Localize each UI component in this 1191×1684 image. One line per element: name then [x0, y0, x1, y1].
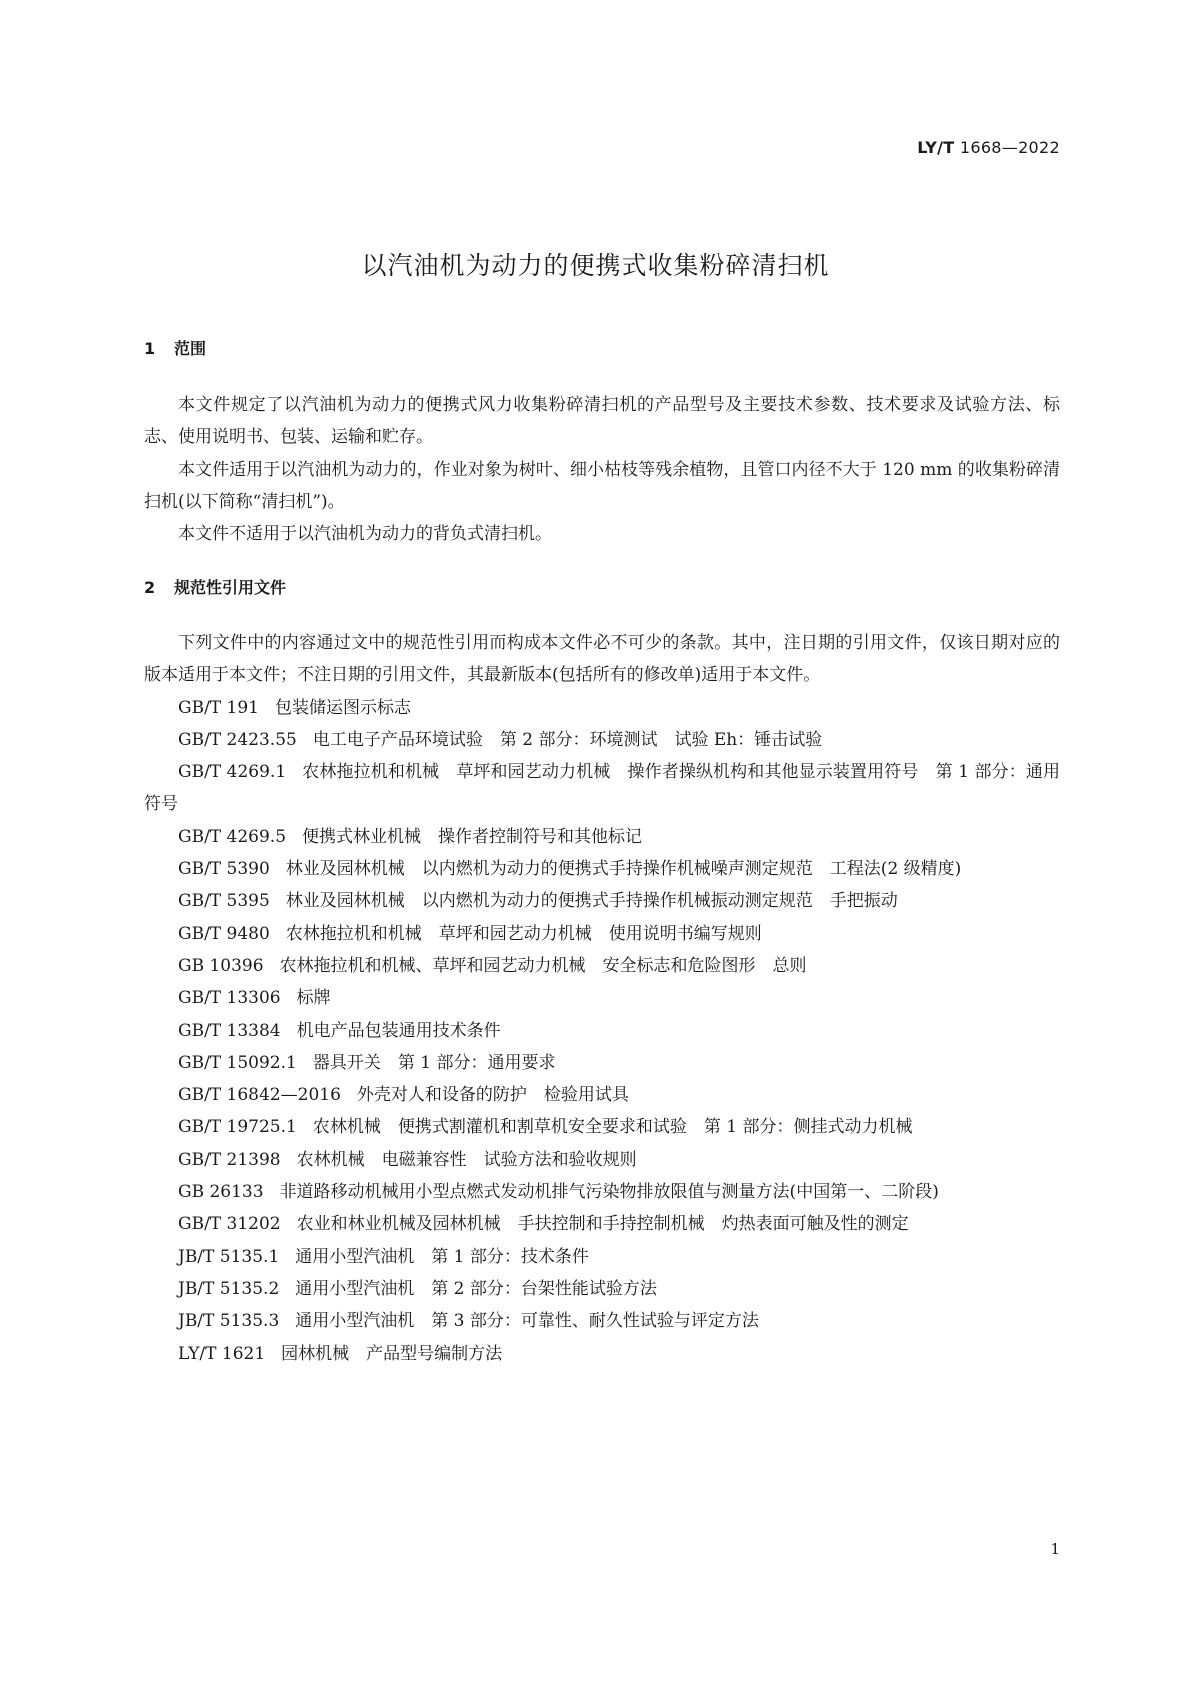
reference-title: 非道路移动机械用小型点燃式发动机排气污染物排放限值与测量方法(中国第一、二阶段) — [279, 1182, 939, 1203]
reference-code: GB/T 5395 — [178, 891, 270, 912]
reference-code: LY/T 1621 — [178, 1343, 266, 1364]
reference-item — [144, 1338, 1060, 1370]
reference-item — [144, 950, 1060, 982]
reference-item — [144, 1111, 1060, 1143]
reference-code: GB/T 5390 — [178, 859, 270, 880]
reference-code: GB/T 9480 — [178, 923, 270, 944]
reference-title: 农林拖拉机和机械 草坪和园艺动力机械 操作者操纵机构和其他显示装置用符号 第 1 部分：通用符号 — [144, 762, 1061, 815]
scope-paragraph: 本文件不适用于以汽油机为动力的背负式清扫机。 — [178, 524, 552, 545]
scope-paragraph: 本文件规定了以汽油机为动力的便携式风力收集粉碎清扫机的产品型号及主要技术参数、技术要求及试验方法、标志、使用说明书、包装、运输和贮存。 — [144, 395, 1060, 448]
reference-item — [144, 1241, 1060, 1273]
reference-title: 外壳对人和设备的防护 检验用试具 — [356, 1085, 629, 1106]
reference-title: 便携式林业机械 操作者控制符号和其他标记 — [302, 826, 643, 847]
reference-code: GB 10396 — [178, 955, 264, 976]
reference-item — [144, 692, 1060, 724]
reference-item — [144, 918, 1060, 950]
reference-title: 农林机械 便携式割灌机和割草机安全要求和试验 第 1 部分：侧挂式动力机械 — [312, 1117, 913, 1138]
reference-item — [144, 982, 1060, 1014]
reference-item — [144, 1047, 1060, 1079]
reference-item — [144, 1208, 1060, 1240]
reference-title: 林业及园林机械 以内燃机为动力的便携式手持操作机械振动测定规范 手把振动 — [285, 891, 898, 912]
reference-title: 通用小型汽油机 第 3 部分：可靠性、耐久性试验与评定方法 — [295, 1311, 759, 1332]
reference-item — [144, 724, 1060, 756]
reference-title: 机电产品包装通用技术条件 — [296, 1020, 501, 1041]
reference-code: GB/T 13306 — [178, 988, 281, 1009]
standard-code-number: 1668—2022 — [959, 138, 1060, 157]
reference-title: 农业和林业机械及园林机械 手扶控制和手持控制机械 灼热表面可触及性的测定 — [296, 1214, 909, 1235]
section-2-heading — [144, 575, 286, 598]
section-2-body — [144, 627, 1060, 1370]
reference-item — [144, 821, 1060, 853]
reference-item — [144, 1273, 1060, 1305]
reference-code: JB/T 5135.3 — [178, 1311, 280, 1332]
reference-title: 标牌 — [296, 988, 331, 1009]
reference-code: GB/T 21398 — [178, 1149, 281, 1170]
reference-code: GB/T 4269.1 — [178, 762, 287, 783]
standard-code-prefix: LY/T — [917, 138, 955, 157]
document-title: 以汽油机为动力的便携式收集粉碎清扫机 — [361, 251, 830, 280]
section-2-number: 2 — [144, 578, 156, 597]
reference-code: JB/T 5135.1 — [178, 1246, 280, 1267]
reference-item — [144, 885, 1060, 917]
reference-item — [144, 1305, 1060, 1337]
section-1-title: 范围 — [174, 339, 207, 358]
section-2-title: 规范性引用文件 — [174, 578, 287, 597]
reference-code: GB/T 2423.55 — [178, 729, 297, 750]
standard-code — [917, 138, 1060, 157]
reference-code: JB/T 5135.2 — [178, 1278, 280, 1299]
reference-item — [144, 1079, 1060, 1111]
scope-paragraph: 本文件适用于以汽油机为动力的，作业对象为树叶、细小枯枝等残余植物，且管口内径不大于 120 mm 的收集粉碎清扫机(以下简称“清扫机”)。 — [144, 459, 1060, 512]
reference-code: GB/T 13384 — [178, 1020, 281, 1041]
reference-title: 通用小型汽油机 第 2 部分：台架性能试验方法 — [295, 1278, 657, 1299]
reference-title: 园林机械 产品型号编制方法 — [281, 1343, 503, 1364]
reference-item — [144, 1015, 1060, 1047]
reference-code: GB/T 16842—2016 — [178, 1085, 341, 1106]
reference-code: GB/T 4269.5 — [178, 826, 287, 847]
reference-code: GB 26133 — [178, 1182, 264, 1203]
reference-title: 器具开关 第 1 部分：通用要求 — [312, 1052, 556, 1073]
reference-code: GB/T 191 — [178, 697, 259, 718]
reference-code: GB/T 15092.1 — [178, 1052, 297, 1073]
reference-title: 农林机械 电磁兼容性 试验方法和验收规则 — [296, 1149, 637, 1170]
reference-title: 林业及园林机械 以内燃机为动力的便携式手持操作机械噪声测定规范 工程法(2 级精度) — [285, 859, 962, 880]
reference-code: GB/T 19725.1 — [178, 1117, 297, 1138]
reference-title: 农林拖拉机和机械 草坪和园艺动力机械 使用说明书编写规则 — [285, 923, 762, 944]
reference-item — [144, 1176, 1060, 1208]
reference-code: GB/T 31202 — [178, 1214, 281, 1235]
reference-item — [144, 853, 1060, 885]
references-intro: 下列文件中的内容通过文中的规范性引用而构成本文件必不可少的条款。其中，注日期的引用文件，仅该日期对应的版本适用于本文件；不注日期的引用文件，其最新版本(包括所有的修改单)适用于本文件。 — [144, 633, 1060, 686]
section-1-body — [144, 389, 1060, 550]
reference-item — [144, 1144, 1060, 1176]
section-1-number: 1 — [144, 339, 156, 358]
reference-title: 通用小型汽油机 第 1 部分：技术条件 — [295, 1246, 589, 1267]
section-1-heading — [144, 336, 206, 359]
reference-title: 电工电子产品环境试验 第 2 部分：环境测试 试验 Eh：锤击试验 — [312, 729, 823, 750]
page-number: 1 — [1050, 1540, 1060, 1558]
reference-title: 包装储运图示标志 — [275, 697, 411, 718]
reference-title: 农林拖拉机和机械、草坪和园艺动力机械 安全标志和危险图形 总则 — [279, 955, 807, 976]
reference-item — [144, 756, 1060, 821]
